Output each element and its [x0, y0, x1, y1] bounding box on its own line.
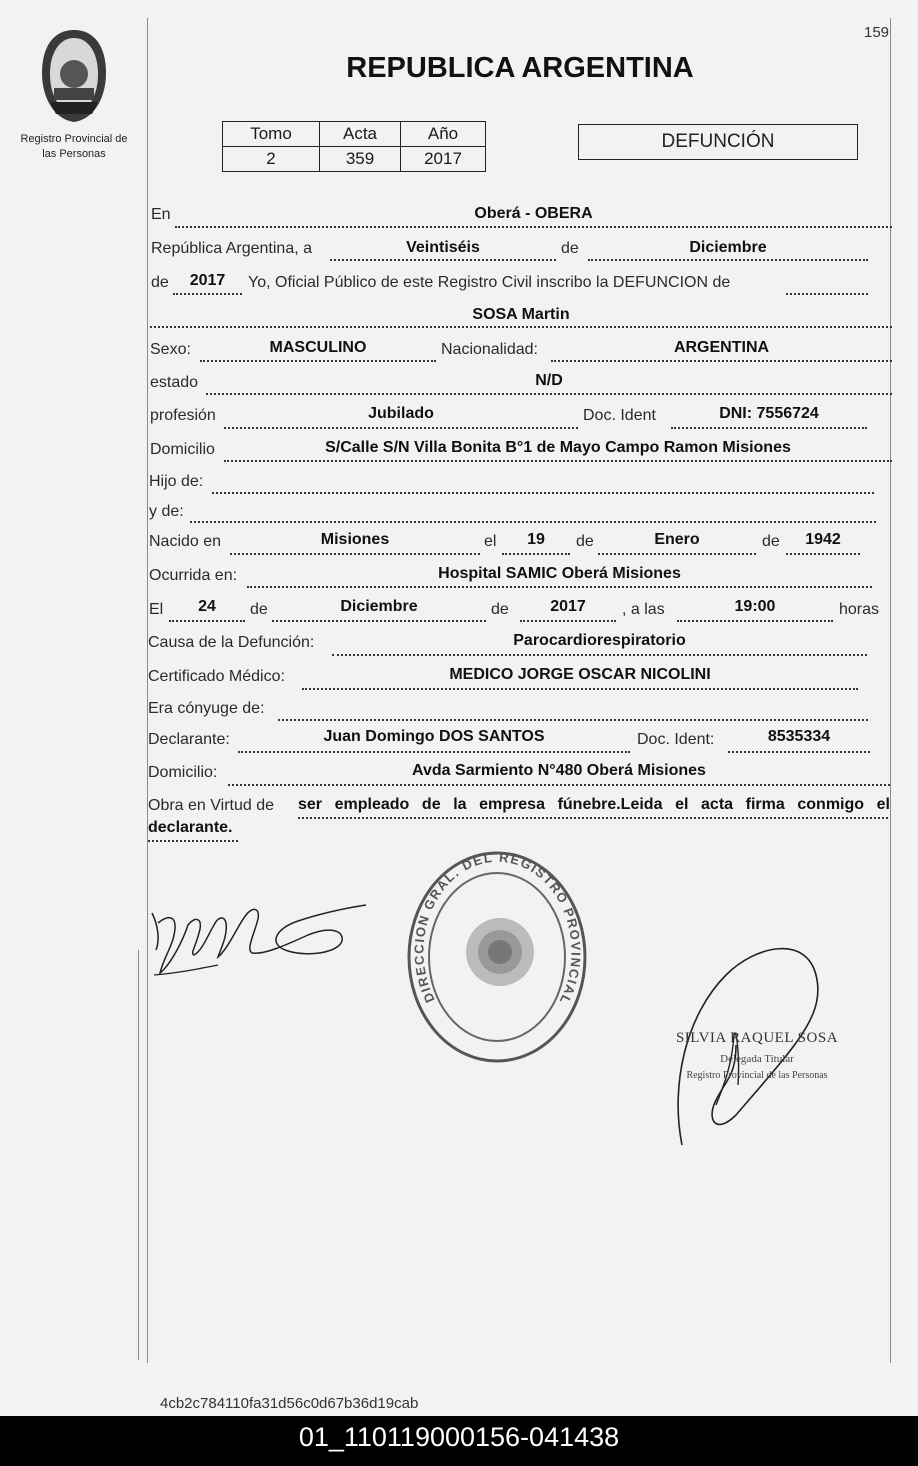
dotted-line	[598, 553, 756, 555]
label-hijo-de: Hijo de:	[149, 473, 204, 490]
dotted-line	[671, 427, 867, 429]
label-estado: estado	[150, 374, 199, 391]
field-domicilio: S/Calle S/N Villa Bonita B°1 de Mayo Campo Ramon Misiones	[325, 439, 791, 456]
field-place: Oberá - OBERA	[474, 205, 593, 222]
value-acta: 359	[320, 147, 401, 172]
field-day-words: Veintiséis	[406, 239, 480, 256]
dotted-line	[247, 586, 872, 588]
dotted-line	[238, 751, 630, 753]
field-def-anio: 2017	[550, 598, 586, 615]
label-nacionalidad: Nacionalidad:	[441, 341, 538, 358]
field-nacionalidad: ARGENTINA	[673, 339, 770, 356]
header-acta: Acta	[320, 122, 401, 147]
official-stamp	[405, 850, 590, 1065]
document-id-bar	[0, 1416, 918, 1466]
field-profesion: Jubilado	[368, 405, 434, 422]
field-sexo: MASCULINO	[269, 339, 367, 356]
field-causa: Parocardiorespiratorio	[513, 632, 686, 649]
registry-name-line2: las Personas	[42, 148, 106, 160]
dotted-line	[786, 293, 868, 295]
stamp-text: DIRECCION GRAL. DEL REGISTRO PROVINCIAL	[411, 850, 584, 1008]
dotted-line	[173, 293, 242, 295]
label-doc-ident: Doc. Ident	[583, 407, 656, 424]
dotted-line	[298, 817, 888, 819]
field-year: 2017	[189, 272, 226, 289]
label-obra: Obra en Virtud de	[148, 797, 275, 814]
field-month: Diciembre	[689, 239, 767, 256]
label-declarante: Declarante:	[148, 731, 230, 748]
label-de-def: de	[250, 601, 268, 618]
dotted-line	[278, 719, 868, 721]
label-domicilio: Domicilio	[150, 441, 215, 458]
label-domicilio-2: Domicilio:	[148, 764, 218, 781]
dotted-line	[588, 259, 868, 261]
official-org: Registro Provincial de las Personas	[686, 1070, 828, 1081]
dotted-line	[206, 393, 892, 395]
document-id: 01_110119000156-041438	[298, 1422, 620, 1452]
dotted-line	[150, 326, 892, 328]
dotted-line	[302, 688, 858, 690]
page-title: REPUBLICA ARGENTINA	[346, 52, 694, 84]
declarant-signature	[148, 895, 373, 985]
dotted-line	[224, 460, 892, 462]
field-nac-anio: 1942	[805, 531, 841, 548]
dotted-line	[272, 620, 486, 622]
label-de-def-anio: de	[491, 601, 509, 618]
header-anio: Año	[401, 122, 486, 147]
label-de: de	[561, 240, 579, 257]
dotted-line	[520, 620, 616, 622]
label-ocurrida: Ocurrida en:	[149, 567, 238, 584]
field-nac-mes: Enero	[654, 531, 700, 548]
label-el-cap: El	[149, 601, 164, 618]
left-margin-line-outer	[138, 950, 139, 1360]
field-nac-dia: 19	[527, 531, 545, 548]
field-declarante-doc: 8535334	[767, 728, 831, 745]
dotted-line	[224, 427, 578, 429]
province-seal-logo	[34, 28, 114, 124]
field-ocurrida: Hospital SAMIC Oberá Misiones	[438, 565, 681, 582]
label-causa: Causa de la Defunción:	[148, 634, 315, 651]
label-de-nac-anio: de	[762, 533, 780, 550]
dotted-line	[677, 620, 833, 622]
dotted-line	[332, 654, 867, 656]
dotted-line	[148, 840, 238, 842]
field-obra-text-2: declarante.	[148, 819, 233, 836]
official-role: Delegada Titular	[720, 1053, 794, 1065]
label-conyuge: Era cónyuge de:	[148, 700, 265, 717]
dotted-line	[190, 521, 876, 523]
field-nacido-lugar: Misiones	[320, 531, 390, 548]
field-declarante: Juan Domingo DOS SANTOS	[323, 728, 545, 745]
field-hora: 19:00	[734, 598, 776, 615]
dotted-line	[212, 492, 874, 494]
record-type-box: DEFUNCIÓN	[578, 124, 858, 160]
dotted-line	[502, 553, 570, 555]
field-deceased-name: SOSA Martin	[472, 306, 570, 323]
field-doc: DNI: 7556724	[719, 405, 819, 422]
label-y-de: y de:	[149, 503, 184, 520]
label-horas: horas	[839, 601, 880, 618]
label-certificado: Certificado Médico:	[148, 668, 285, 685]
dotted-line	[169, 620, 245, 622]
label-en: En	[151, 206, 171, 223]
book-reference-table	[222, 121, 486, 172]
label-de-year: de	[151, 274, 169, 291]
label-sexo: Sexo:	[150, 341, 191, 358]
dotted-line	[330, 259, 556, 261]
label-de-nac: de	[576, 533, 594, 550]
header-tomo: Tomo	[223, 122, 320, 147]
dotted-line	[551, 360, 892, 362]
field-obra-text: ser empleado de la empresa fúnebre.Leida el acta firma conmigo el	[298, 796, 890, 813]
dotted-line	[228, 784, 890, 786]
field-def-mes: Diciembre	[340, 598, 418, 615]
dotted-line	[200, 360, 436, 362]
label-a-las: , a las	[622, 601, 665, 618]
value-tomo: 2	[223, 147, 320, 172]
left-margin-line	[147, 18, 148, 1363]
value-anio: 2017	[401, 147, 486, 172]
label-doc-ident-2: Doc. Ident:	[637, 731, 715, 748]
field-certificado: MEDICO JORGE OSCAR NICOLINI	[449, 666, 711, 683]
document-hash: 4cb2c784110fa31d56c0d67b36d19cab	[160, 1395, 419, 1412]
label-profesion: profesión	[150, 407, 216, 424]
dotted-line	[786, 553, 860, 555]
field-def-dia: 24	[198, 598, 216, 615]
label-nacido-en: Nacido en	[149, 533, 222, 550]
official-name: SILVIA RAQUEL SOSA	[675, 1030, 839, 1046]
registry-name-line1: Registro Provincial de	[20, 133, 128, 145]
page-number: 159	[864, 24, 890, 41]
dotted-line	[175, 226, 892, 228]
intro-text: Yo, Oficial Público de este Registro Civil inscribo la DEFUNCION de	[248, 274, 731, 291]
label-el: el	[484, 533, 497, 550]
dotted-line	[728, 751, 870, 753]
field-domicilio-2: Avda Sarmiento N°480 Oberá Misiones	[412, 762, 706, 779]
field-estado: N/D	[535, 372, 563, 389]
label-republica: República Argentina, a	[151, 240, 312, 257]
dotted-line	[230, 553, 480, 555]
